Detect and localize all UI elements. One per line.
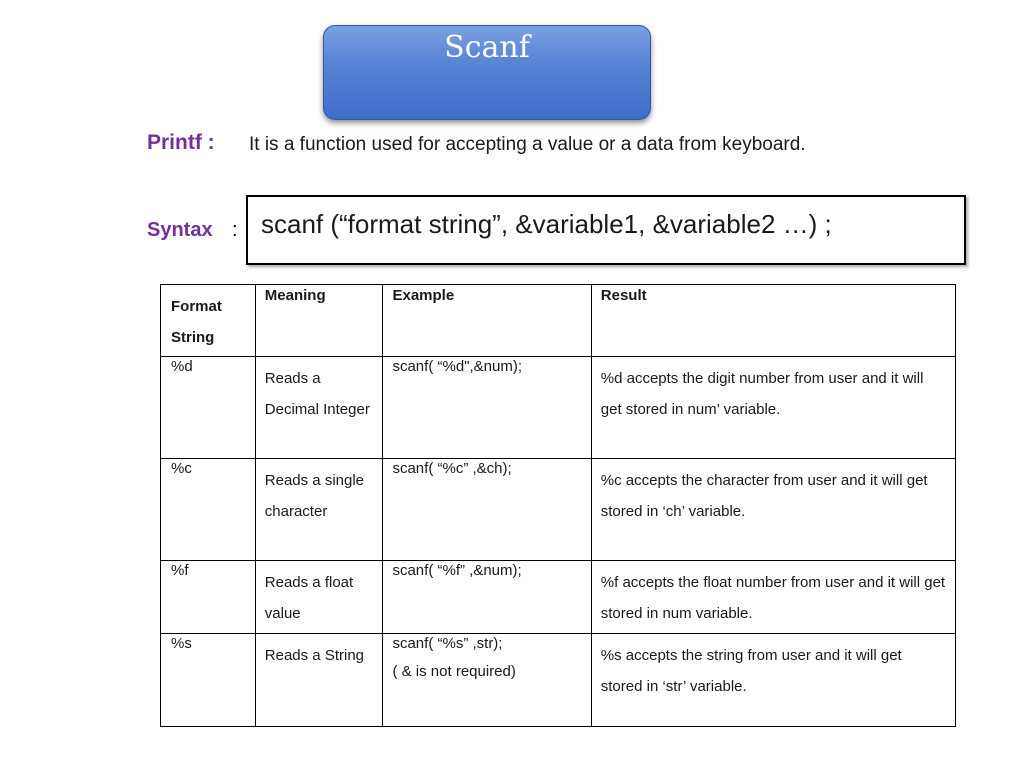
syntax-code: scanf (“format string”, &variable1, &variable2 …) ; bbox=[261, 209, 832, 239]
header-format-string bbox=[161, 285, 256, 357]
printf-label: Printf : bbox=[147, 131, 215, 154]
syntax-box bbox=[246, 195, 966, 265]
table-row bbox=[161, 357, 956, 459]
header-result-text: Result bbox=[600, 287, 647, 304]
cell-format: %f bbox=[161, 561, 256, 634]
cell-result: %f accepts the float number from user and it will get stored in num variable. bbox=[591, 561, 955, 634]
cell-example: scanf( “%s” ,str); ( & is not required) bbox=[383, 634, 591, 727]
cell-format: %s bbox=[161, 634, 256, 727]
cell-format: %c bbox=[161, 459, 256, 561]
example-note: ( & is not required) bbox=[392, 663, 516, 680]
table-header-row bbox=[161, 285, 956, 357]
format-specifier-table bbox=[160, 284, 956, 727]
title-banner bbox=[323, 25, 651, 120]
cell-meaning: Reads a String bbox=[255, 634, 383, 727]
table-row bbox=[161, 459, 956, 561]
cell-example: scanf( “%d",&num); bbox=[383, 357, 591, 459]
cell-meaning: Reads a float value bbox=[255, 561, 383, 634]
cell-meaning: Reads a Decimal Integer bbox=[255, 357, 383, 459]
cell-result: %c accepts the character from user and it will get stored in ‘ch’ variable. bbox=[591, 459, 955, 561]
header-meaning-text: Meaning bbox=[264, 287, 326, 304]
header-result bbox=[591, 285, 955, 357]
cell-example: scanf( “%c” ,&ch); bbox=[383, 459, 591, 561]
cell-meaning: Reads a single character bbox=[255, 459, 383, 561]
cell-result: %d accepts the digit number from user and it will get stored in num’ variable. bbox=[591, 357, 955, 459]
header-meaning bbox=[255, 285, 383, 357]
table-row bbox=[161, 634, 956, 727]
cell-example: scanf( “%f” ,&num); bbox=[383, 561, 591, 634]
printf-description: It is a function used for accepting a value or a data from keyboard. bbox=[249, 134, 806, 155]
syntax-colon: : bbox=[232, 219, 238, 241]
slide-title: Scanf bbox=[444, 30, 530, 65]
header-example bbox=[383, 285, 591, 357]
cell-result: %s accepts the string from user and it will get stored in ‘str’ variable. bbox=[591, 634, 955, 727]
cell-format: %d bbox=[161, 357, 256, 459]
table-row bbox=[161, 561, 956, 634]
syntax-label: Syntax bbox=[147, 219, 213, 241]
header-example-text: Example bbox=[392, 287, 455, 304]
header-format-line2: String bbox=[171, 329, 215, 346]
header-format-line1: Format bbox=[171, 298, 222, 315]
